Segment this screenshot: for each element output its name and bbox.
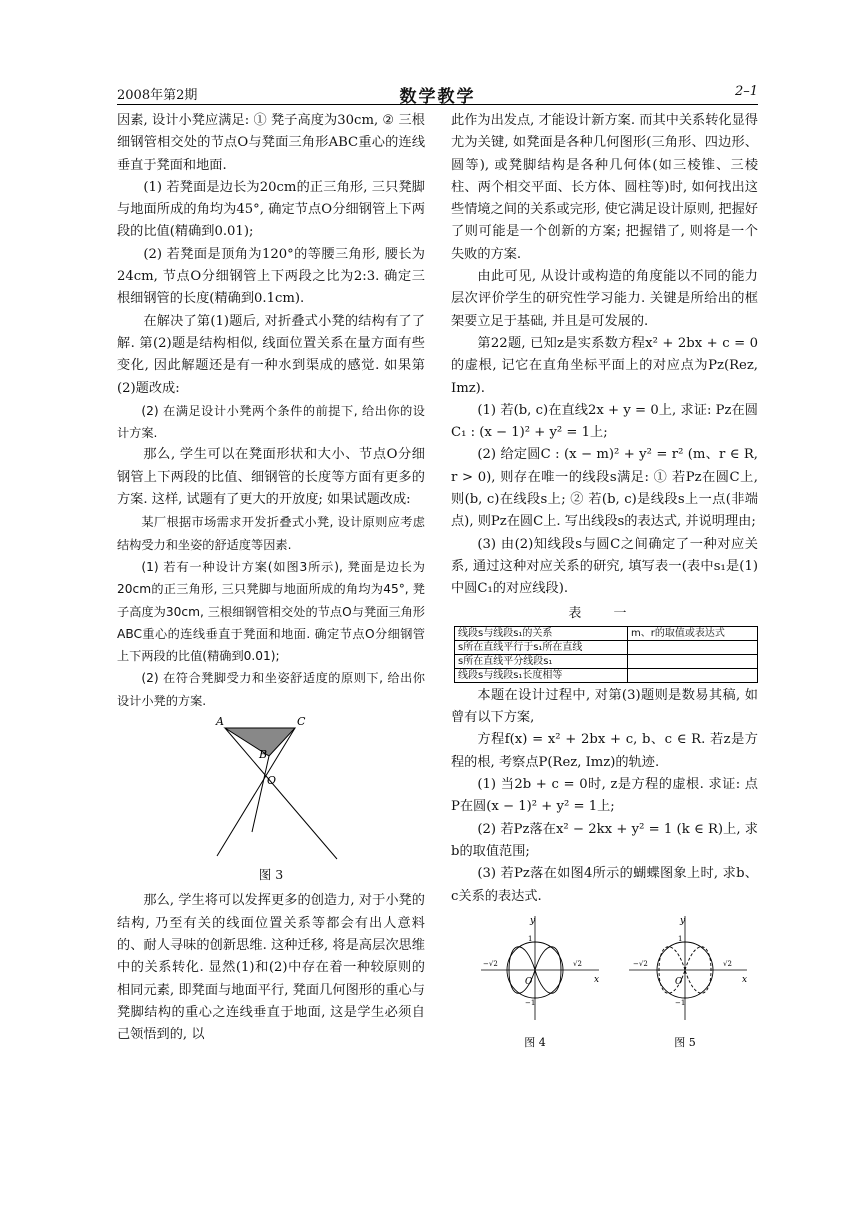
figure-3 — [117, 714, 425, 864]
table-cell — [628, 668, 758, 682]
vertex-label: B — [259, 748, 268, 762]
tick-label: −1 — [525, 998, 536, 1007]
paragraph: (3) 若Pz落在如图4所示的蝴蝶图象上时, 求b、c关系的表达式. — [451, 866, 758, 904]
paragraph: 方程f(x) = x² + 2bx + c, b、c ∈ R. 若z是方程的根, 考察点P(Rez, Imz)的轨迹. — [451, 732, 758, 770]
quoted-problem: 某厂根据市场需求开发折叠式小凳, 设计原则应考虑结构受力和坐姿的舒适度等因素. — [117, 515, 425, 552]
tick-label: −1 — [675, 998, 686, 1007]
table-row — [455, 668, 758, 682]
paragraph: (1) 若(b, c)在直线2x + y = 0上, 求证: Pz在圆C₁ : (x − 1)² + y² = 1上; — [451, 402, 758, 441]
quoted-problem: (2) 在符合凳脚受力和坐姿舒适度的原则下, 给出你设计小凳的方案. — [117, 671, 425, 708]
page-header — [117, 82, 758, 106]
axis-label: y — [680, 915, 686, 926]
paragraph: 那么, 学生可以在凳面形状和大小、节点O分细钢管上下两段的比值、细钢管的长度等方面有更多的方案. 这样, 试题有了更大的开放度; 如果试题改成: — [117, 447, 425, 508]
axis-label: x — [742, 974, 748, 985]
table-cell: 线段s与线段s₁长度相等 — [455, 668, 628, 682]
journal-title: 数学教学 — [399, 87, 476, 107]
paragraph: 因素, 设计小凳应满足: ① 凳子高度为30cm, ② 三根细钢管相交处的节点O与凳面三角形ABC重心的连线垂直于凳面和地面. — [117, 113, 425, 173]
column-header: 线段s与线段s₁的关系 — [455, 626, 628, 640]
figure-4 — [481, 916, 599, 1020]
table-cell — [628, 654, 758, 668]
figure-caption: 图 5 — [674, 1035, 696, 1049]
paragraph: (1) 若凳面是边长为20cm的正三角形, 三只凳脚与地面所成的角均为45°, 确定节点O分细钢管上下两段的比值(精确到0.01); — [117, 179, 425, 240]
paragraph: 本题在设计过程中, 对第(3)题则是数易其稿, 如曾有以下方案, — [451, 687, 758, 726]
header-rule — [117, 104, 758, 105]
paragraph: (1) 当2b + c = 0时, z是方程的虚根. 求证: 点P在圆(x − 1)² + y² = 1上; — [451, 777, 758, 815]
axis-label: x — [594, 974, 600, 985]
paragraph: (2) 给定圆C : (x − m)² + y² = r² (m、r ∈ R, r > 0), 则存在唯一的线段s满足: ① 若Pz在圆C上, 则(b, c)在线段s上; ② 若(b, c)是线段s上一点(非端点), 则Pz在圆C上. 写出线段s的表达式, 并说明理由; — [451, 447, 758, 530]
paragraph: (2) 若凳面是顶角为120°的等腰三角形, 腰长为24cm, 节点O分细钢管上下两段之比为2:3. 确定三根细钢管的长度(精确到0.1cm). — [117, 246, 425, 307]
tick-label: −√2 — [633, 959, 648, 968]
paragraph: (2) 若Pz落在x² − 2kx + y² = 1 (k ∈ R)上, 求b的取值范围; — [451, 821, 758, 859]
paragraph: 那么, 学生将可以发挥更多的创造力, 对于小凳的结构, 乃至有关的线面位置关系等都会有出人意料的、耐人寻味的创新思维. 这种迁移, 将是高层次思维中的关系转化. 显然(1)和(2)中存在着一种较原则的相同元素, 即凳面与地面平行, 凳面几何图形的重心与凳脚结构的重心之连线垂直于地面, 这是学生必须自己领悟到的, 以 — [117, 893, 425, 1043]
figures-4-5 — [451, 908, 758, 1058]
quoted-problem: (2) 在满足设计小凳两个条件的前提下, 给出你的设计方案. — [117, 403, 425, 441]
table-cell: s所在直线平分线段s₁ — [455, 654, 628, 668]
left-column — [117, 110, 425, 1046]
axis-label: y — [530, 915, 536, 926]
table-header-row — [455, 626, 758, 640]
right-column — [451, 110, 758, 1058]
paragraph: 第22题, 已知z是实系数方程x² + 2bx + c = 0的虚根, 记它在直角坐标平面上的对应点为Pz(Rez, Imz). — [451, 335, 758, 396]
origin-label: O — [525, 976, 533, 987]
quoted-problem: (1) 若有一种设计方案(如图3所示), 凳面是边长为20cm的正三角形, 三只凳脚与地面所成的角均为45°, 凳子高度为30cm, 三根细钢管相交处的节点O与凳面三角形ABC重心的连线垂直于凳面和地面. 确定节点O分细钢管上下两段的比值(精确到0.01); — [117, 559, 425, 664]
paragraph: 在解决了第(1)题后, 对折叠式小凳的结构有了了解. 第(2)题是结构相似, 线面位置关系在量方面有些变化, 因此解题还是有一种水到渠成的感觉. 如果第(2)题改成: — [117, 313, 425, 396]
page-number: 2–1 — [734, 84, 758, 99]
figure-5 — [629, 916, 747, 1020]
column-header: m、r的取值或表达式 — [628, 626, 758, 640]
table-cell — [628, 640, 758, 654]
stool-leg — [225, 728, 337, 859]
origin-label: O — [675, 976, 683, 987]
butterfly-figures — [451, 908, 758, 1058]
issue-label: 2008年第2期 — [117, 88, 198, 103]
tick-label: √2 — [573, 959, 582, 968]
vertex-label: C — [297, 715, 306, 729]
table-one — [454, 626, 758, 683]
table-row — [455, 654, 758, 668]
stool-diagram — [117, 714, 425, 864]
paragraph: 此作为出发点, 才能设计新方案. 而其中关系转化显得尤为关键, 如凳面是各种几何图形(三角形、四边形、圆等), 或凳脚结构是各种几何体(如三棱锥、三棱柱、两个相交平面、长方体、圆柱等)时, 如何找出这些情境之间的关系或完形, 使它满足设计原则, 把握好了则可能是一个创新的方案; 把握错了, 则将是一个失败的方案. — [451, 113, 758, 262]
figure-caption: 图 3 — [258, 867, 284, 883]
tick-label: 1 — [678, 934, 683, 943]
figure-caption: 图 4 — [524, 1035, 546, 1049]
paragraph: (3) 由(2)知线段s与圆C之间确定了一种对应关系, 通过这种对应关系的研究, 填写表一(表中s₁是(1)中圆C₁的对应线段). — [451, 536, 758, 597]
table-title: 表 一 — [568, 605, 641, 621]
tick-label: −√2 — [483, 959, 498, 968]
paragraph: 由此可见, 从设计或构造的角度能以不同的能力层次评价学生的研究性学习能力. 关键是所给出的框架要立足于基础, 并且是可发展的. — [451, 269, 758, 329]
node-label: O — [267, 774, 277, 788]
table-cell: s所在直线平行于s₁所在直线 — [455, 640, 628, 654]
vertex-label: A — [216, 715, 224, 729]
table-row — [455, 640, 758, 654]
tick-label: √2 — [723, 959, 732, 968]
tick-label: 1 — [528, 934, 533, 943]
